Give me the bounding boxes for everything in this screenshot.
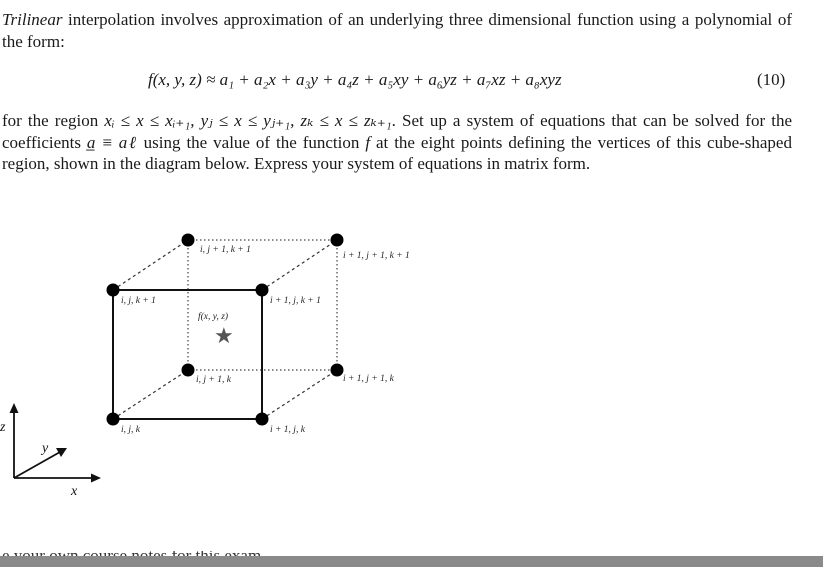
region-math: xᵢ ≤ x ≤ xᵢ₊₁, yⱼ ≤ x ≤ yⱼ₊₁, zₖ ≤ x ≤ zₖ₊₁ [104,111,392,130]
x-axis-arrowhead [91,474,101,483]
x-axis-label: x [71,484,78,499]
z-axis-arrowhead [10,403,19,413]
depth-edge-top-left [113,240,188,290]
footer-strip [0,551,823,567]
region-text-2: . Set up a system of equations that can be solved for the coefficients [2,111,792,152]
vertex-back-bottom-right [331,364,344,377]
vertex-front-top-right [256,284,269,297]
label-back-bottom-right: i + 1, j + 1, k [343,374,394,384]
depth-edge-top-right [262,240,337,290]
coefficient-math: a̲ ≡ aℓ [86,132,138,152]
region-text-1: for the region [2,111,105,130]
z-axis-label: z [0,420,6,435]
label-front-top-right: i + 1, j, k + 1 [270,296,321,306]
function-symbol: f [365,132,371,152]
label-back-bottom-left: i, j + 1, k [196,375,231,385]
vertex-back-bottom-left [182,364,195,377]
intro-italic-word: Trilinear [2,10,63,29]
vertex-front-top-left [107,284,120,297]
label-center-point: f(x, y, z) [198,312,229,322]
equation-10: f(x, y, z) ≈ a₁ + a₂x + a₃y + a₄z + a₅xy + a₆yz + a₇xz + a₈xyz [148,70,562,89]
vertex-front-bottom-left [107,413,120,426]
label-back-top-left: i, j + 1, k + 1 [200,245,251,255]
label-front-bottom-right: i + 1, j, k [270,425,305,435]
equation-number: (10) [757,70,786,89]
label-front-top-left: i, j, k + 1 [121,296,156,306]
y-axis-label: y [42,441,49,456]
label-front-bottom-left: i, j, k [121,425,140,435]
vertex-back-top-right [331,234,344,247]
y-axis [14,452,60,478]
vertex-back-top-left [182,234,195,247]
region-text-3: using the value of the function [137,132,366,152]
depth-edge-bottom-right [262,370,337,419]
region-text-4: at the eight points defining the vertices of this cube-shaped region, shown in the diagram below. Express your system of equations in matrix form. [2,132,792,173]
vertex-front-bottom-right [256,413,269,426]
star-icon: ★ [214,324,234,349]
intro-text: interpolation involves approximation of an underlying three dimensional function using a polynomial of the form: [2,10,792,51]
label-back-top-right: i + 1, j + 1, k + 1 [343,251,410,261]
footer-bar [0,556,823,567]
depth-edge-bottom-left [113,370,188,419]
